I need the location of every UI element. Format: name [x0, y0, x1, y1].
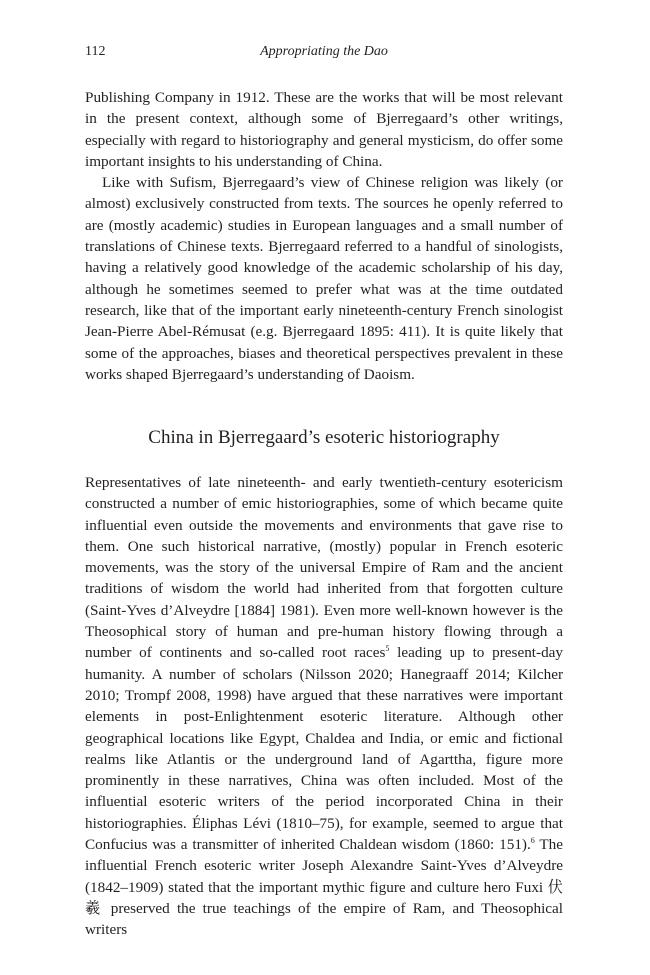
running-head	[85, 44, 563, 64]
paragraph: Publishing Company in 1912. These are the works that will be most relevant in the present context, although some of Bjerregaard’s other writings, especially with regard to historiography and general mysticism, do offer some important insights to his understanding of China.	[85, 89, 563, 170]
running-title: Appropriating the Dao	[260, 44, 388, 59]
paragraph-text: The influential French esoteric writer Joseph Alexandre Saint-Yves d’Alveydre (1842–1909) stated that the important mythic figure and culture hero Fuxi 伏羲 preserved the true teachings of the empire of Ram, and Theosophical writers	[85, 836, 563, 939]
body-text-block	[85, 87, 563, 385]
footnote-marker[interactable]: 5	[385, 644, 390, 654]
paragraph	[85, 472, 563, 941]
page-number: 112	[85, 44, 106, 59]
paragraph-text: leading up to present-day humanity. A number of scholars (Nilsson 2020; Hanegraaff 2014; Kilcher 2010; Trompf 2008, 1998) have argued that these narratives were important elements in post-Enlightenment esoteric literature. Although other geographical locations like Egypt, Chaldea and India, or emic and fictional realms like Atlantis or the underground land of Agarttha, figure more prominently in these narratives, China was often included. Most of the influential esoteric writers of the period incorporated China in their historiographies. Éliphas Lévi (1810–75), for example, seemed to argue that Confucius was a transmitter of inherited Chaldean wisdom (1860: 151).	[85, 644, 563, 854]
section-heading: China in Bjerregaard’s esoteric historiography	[148, 427, 500, 448]
paragraph-text: Representatives of late nineteenth- and early twentieth-century esotericism constructed a number of emic historiographies, some of which became quite influential even outside the movements and environments that gave rise to them. One such historical narrative, (mostly) popular in French esoteric movements, was the story of the universal Empire of Ram and the ancient traditions of wisdom the world had inherited from that forgotten culture (Saint-Yves d’Alveydre [1884] 1981). Even more well-known however is the Theosophical story of human and pre-human history flowing through a number of continents and so-called root races	[85, 474, 563, 662]
book-page	[85, 0, 563, 975]
footnote-marker[interactable]: 6	[530, 836, 535, 846]
body-text-block	[85, 472, 563, 941]
paragraph: Like with Sufism, Bjerregaard’s view of Chinese religion was likely (or almost) exclusively constructed from texts. The sources he openly referred to are (mostly academic) studies in European languages and a small number of translations of Chinese texts. Bjerregaard referred to a handful of sinologists, having a relatively good knowledge of the academic scholarship of his day, although he sometimes seemed to prefer what was at the time outdated research, like that of the important early nineteenth-century French sinologist Jean-Pierre Abel-Rémusat (e.g. Bjerregaard 1895: 411). It is quite likely that some of the approaches, biases and theoretical perspectives prevalent in these works shaped Bjerregaard’s understanding of Daoism.	[85, 174, 563, 383]
